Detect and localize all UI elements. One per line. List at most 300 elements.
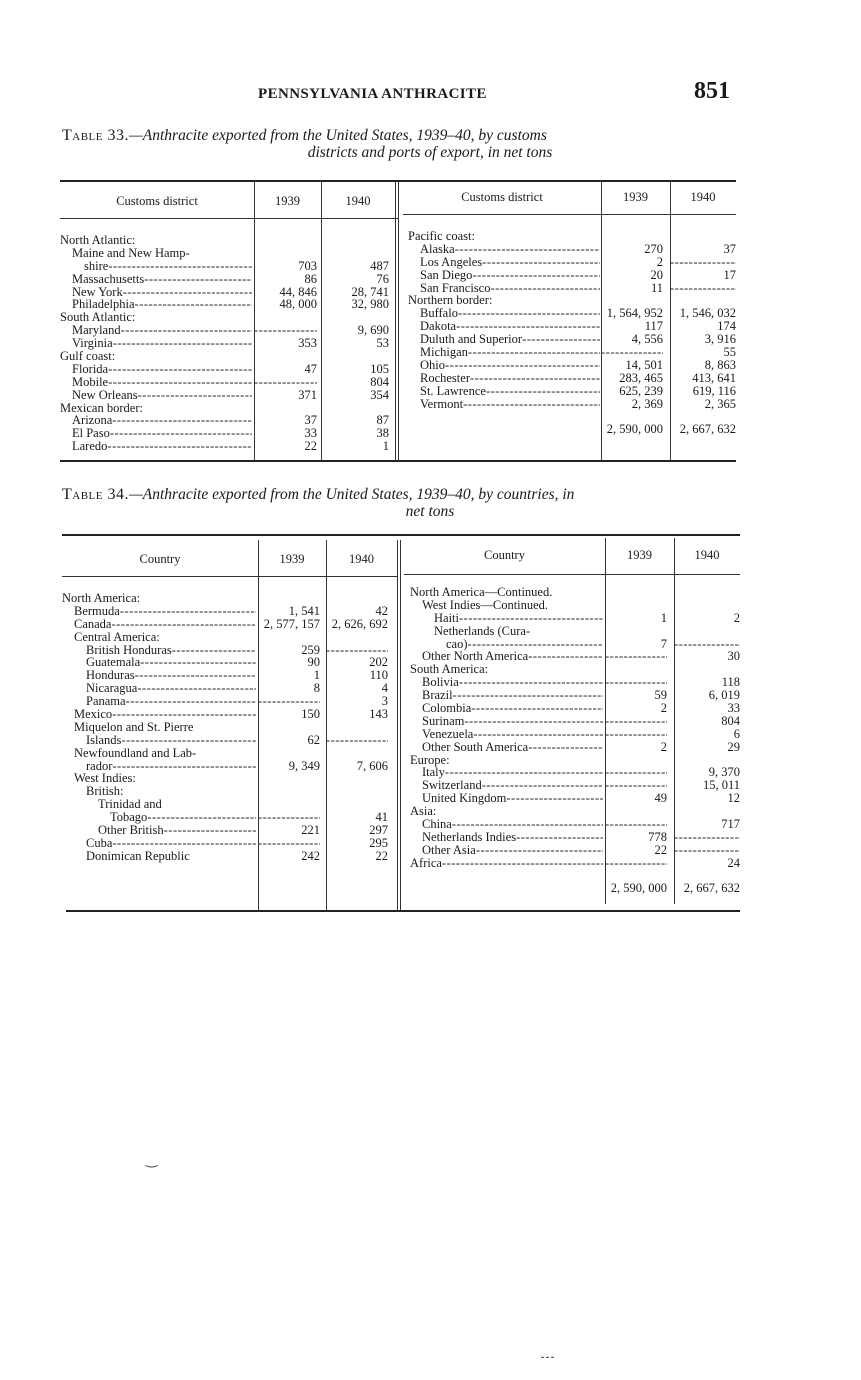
row-label — [62, 592, 256, 605]
row-label — [86, 644, 256, 657]
row-label — [422, 676, 603, 689]
table-row — [62, 708, 397, 721]
table-row — [410, 625, 740, 638]
value-1939: 625, 239 — [619, 383, 663, 398]
leader-dots — [471, 702, 603, 715]
table-row — [60, 286, 395, 299]
leader-dots — [112, 760, 256, 773]
row-label-text: Netherlands (Cura- — [434, 624, 531, 638]
row-label — [72, 363, 252, 376]
row-label — [420, 320, 600, 333]
value-1939: 221 — [301, 823, 320, 838]
row-label-text: Mobile — [72, 375, 109, 389]
value-1939: 1 — [660, 610, 667, 625]
value-1940: 3, 916 — [704, 332, 736, 347]
value-1940: 105 — [370, 361, 389, 376]
leader-dots — [113, 337, 252, 350]
value-1939: 353 — [298, 336, 317, 351]
table-row — [410, 715, 740, 728]
table33-header-rule — [60, 218, 254, 219]
table-row — [410, 741, 740, 754]
row-label-text: Venezuela — [422, 727, 474, 741]
value-1939: 14, 501 — [625, 357, 663, 372]
leader-dots — [458, 307, 600, 320]
row-label-text: Italy — [422, 766, 445, 780]
value-1940: 118 — [721, 675, 740, 690]
value-1940: 413, 641 — [692, 370, 736, 385]
table34-header-1939: 1939 — [279, 552, 305, 566]
leader-dots — [470, 372, 600, 385]
row-label-text: Other British — [98, 824, 164, 838]
row-label — [74, 708, 256, 721]
table34-top-rule — [62, 534, 740, 536]
row-label — [74, 618, 256, 631]
row-label-text: Florida — [72, 362, 109, 376]
value-1939: 703 — [298, 258, 317, 273]
row-label — [86, 785, 256, 798]
row-label-text: rador — [86, 759, 113, 773]
table-row — [410, 689, 740, 702]
row-label-text: Cuba — [86, 836, 113, 850]
value-1939: 9, 349 — [288, 758, 320, 773]
value-1940: 76 — [376, 271, 389, 286]
table33-col-double-rule — [395, 181, 399, 460]
value-1940: 804 — [721, 713, 740, 728]
leader-dots — [121, 324, 252, 337]
row-label-text: Haiti — [434, 611, 459, 625]
value-1939: 270 — [644, 241, 663, 256]
row-label-text: Maine and New Hamp- — [72, 246, 190, 260]
leader-dots — [463, 398, 600, 411]
row-label-text: Alaska — [420, 242, 455, 256]
row-label-text: Rochester — [420, 371, 470, 385]
row-label-text: South America: — [410, 663, 489, 677]
value-1940: 15, 011 — [702, 778, 740, 793]
table-row — [62, 772, 397, 785]
table34-col-double-rule — [397, 540, 401, 910]
row-label-text: Buffalo — [420, 307, 458, 321]
table-row — [62, 850, 397, 863]
row-label-text: Dakota — [420, 320, 457, 334]
row-label — [84, 260, 252, 273]
row-label — [74, 721, 256, 734]
row-label-text: New York — [72, 285, 123, 299]
row-label-text: Other Asia — [422, 843, 476, 857]
table34-header-rule — [258, 576, 398, 577]
table33-header-district-right: Customs district — [461, 190, 543, 204]
row-label-text: Philadelphia — [72, 298, 135, 312]
table34-title-line1: —Anthracite exported from the United States, 1939–40, by countries, in — [129, 486, 575, 503]
row-label-text: Newfoundland and Lab- — [74, 746, 197, 760]
table-row — [60, 260, 395, 273]
table-row — [410, 586, 740, 599]
table34-header-rule — [404, 574, 740, 575]
row-label — [410, 857, 603, 870]
table-row — [62, 669, 397, 682]
row-label-text: El Paso — [72, 427, 110, 441]
running-title: PENNSYLVANIA ANTHRACITE — [258, 86, 487, 102]
leader-dots — [522, 333, 600, 346]
row-label-text: cao) — [446, 637, 468, 651]
table-row — [60, 440, 395, 453]
leader-dots — [112, 414, 252, 427]
table-row — [62, 656, 397, 669]
value-1940: 87 — [376, 413, 389, 428]
row-label — [72, 247, 252, 260]
row-label-text: Honduras — [86, 669, 135, 683]
row-label-text: Brazil — [422, 689, 453, 703]
table34-header-rule — [62, 576, 258, 577]
row-label — [420, 256, 600, 269]
value-1940: 38 — [376, 426, 389, 441]
leader-dots — [144, 273, 252, 286]
leader-dots — [516, 831, 603, 844]
leader-dots — [108, 260, 252, 273]
leader-dots — [456, 320, 600, 333]
row-label-text: United Kingdom — [422, 792, 507, 806]
row-label — [72, 273, 252, 286]
row-label-text: Netherlands Indies — [422, 830, 517, 844]
row-label-text: Vermont — [420, 397, 464, 411]
leader-dots — [468, 346, 600, 359]
table34-caption — [62, 486, 738, 520]
table34-left-rows — [62, 592, 397, 863]
row-label-text: Bolivia — [422, 676, 459, 690]
leader-dots — [140, 656, 256, 669]
leader-dots — [482, 256, 600, 269]
value-1939: 62 — [307, 732, 320, 747]
value-1939: 7 — [660, 636, 667, 651]
value-1940: 55 — [723, 345, 736, 360]
leader-dots — [111, 618, 256, 631]
leader-dots — [464, 715, 603, 728]
row-label-text: Bermuda — [74, 604, 120, 618]
value-1939-empty — [258, 837, 320, 850]
value-1939-empty — [605, 857, 667, 870]
table-row — [410, 792, 740, 805]
table-row — [60, 324, 395, 337]
row-label — [72, 324, 252, 337]
value-1940: 1, 546, 032 — [679, 306, 736, 321]
row-label — [110, 811, 256, 824]
leader-dots — [472, 269, 600, 282]
table-row — [408, 359, 738, 372]
value-1940: 1 — [382, 439, 389, 454]
value-1939: 150 — [301, 707, 320, 722]
row-label — [434, 625, 603, 638]
value-1939: 49 — [654, 791, 667, 806]
value-1940: 2, 365 — [704, 396, 736, 411]
leader-dots — [172, 644, 256, 657]
table-row — [60, 402, 395, 415]
row-label — [434, 612, 603, 625]
table-row — [408, 333, 738, 346]
leader-dots — [442, 857, 603, 870]
table33-header-district: Customs district — [116, 194, 198, 208]
leader-dots — [107, 440, 252, 453]
value-1940: 30 — [727, 649, 740, 664]
value-1939: 2, 577, 157 — [263, 616, 320, 631]
row-label-text: Maryland — [72, 324, 121, 338]
table33-header-rule — [254, 218, 398, 219]
leader-dots — [476, 844, 603, 857]
value-1940: 110 — [369, 668, 388, 683]
value-1940: 2, 626, 692 — [331, 616, 388, 631]
value-1939: 117 — [644, 319, 663, 334]
value-1939: 8 — [313, 681, 320, 696]
row-label — [420, 282, 600, 295]
row-label-text: Mexican border: — [60, 401, 143, 415]
leader-dots — [120, 605, 256, 618]
table-row — [408, 282, 738, 295]
table-row — [408, 320, 738, 333]
table-row — [60, 337, 395, 350]
table-row — [410, 882, 740, 895]
value-1940: 41 — [375, 810, 388, 825]
leader-dots — [455, 243, 600, 256]
table-row — [410, 676, 740, 689]
leader-dots — [112, 708, 256, 721]
table34-header-1940: 1940 — [349, 552, 374, 566]
value-1940: 9, 370 — [708, 765, 740, 780]
row-label — [422, 599, 603, 612]
row-label — [446, 638, 603, 651]
value-1939: 2, 369 — [631, 396, 663, 411]
table-row — [408, 398, 738, 411]
value-1940: 6 — [733, 726, 740, 741]
value-1939: 4, 556 — [631, 332, 663, 347]
value-1939: 1, 541 — [288, 603, 320, 618]
value-1939: 44, 846 — [279, 284, 317, 299]
row-label — [422, 741, 603, 754]
leader-dots — [453, 689, 603, 702]
row-label — [86, 760, 256, 773]
value-1939: 47 — [304, 361, 317, 376]
value-1939: 259 — [301, 642, 320, 657]
table34-header-1939-right: 1939 — [627, 548, 652, 562]
leader-dots — [138, 389, 252, 402]
table-row — [410, 844, 740, 857]
row-label — [86, 837, 256, 850]
row-label — [98, 798, 256, 811]
value-1940-empty — [670, 282, 736, 295]
row-label-text: St. Lawrence — [420, 384, 486, 398]
leader-dots — [108, 363, 252, 376]
table-row — [62, 605, 397, 618]
row-label — [72, 298, 252, 311]
table-row — [60, 298, 395, 311]
table-row — [62, 695, 397, 708]
row-label — [422, 689, 603, 702]
table-row — [60, 427, 395, 440]
value-1939: 242 — [301, 848, 320, 863]
row-label — [410, 805, 603, 818]
row-label-text: Panama — [86, 695, 126, 709]
table-row — [410, 612, 740, 625]
row-label-text: Trinidad and — [98, 798, 162, 812]
table-row — [62, 785, 397, 798]
table-row — [60, 273, 395, 286]
leader-dots — [112, 837, 256, 850]
table33-header-1940-right: 1940 — [690, 190, 716, 204]
row-label-text: South Atlantic: — [60, 311, 136, 325]
table33-right-rows — [408, 230, 738, 436]
table-row — [62, 618, 397, 631]
row-label-text: Africa — [410, 856, 442, 870]
row-label-text: shire — [84, 259, 109, 273]
table-row — [410, 702, 740, 715]
table34-header-country: Country — [139, 552, 181, 566]
table-row — [62, 682, 397, 695]
row-label — [60, 350, 252, 363]
table-row — [60, 363, 395, 376]
row-label-text: Guatemala — [86, 656, 141, 670]
leader-dots — [482, 779, 603, 792]
value-1940: 33 — [727, 701, 740, 716]
table-row — [62, 837, 397, 850]
table-row — [60, 350, 395, 363]
row-label-text: Arizona — [72, 414, 113, 428]
row-label-text: San Diego — [420, 268, 473, 282]
row-label — [420, 372, 600, 385]
row-label-text: Los Angeles — [420, 255, 483, 269]
row-label-text: British: — [86, 785, 124, 799]
leader-dots — [445, 766, 603, 779]
table33-caption — [62, 127, 738, 161]
table-row — [410, 638, 740, 651]
leader-dots — [123, 286, 252, 299]
value-1939: 1, 564, 952 — [606, 306, 663, 321]
value-1939: 48, 000 — [279, 297, 317, 312]
value-1940: 202 — [369, 655, 388, 670]
leader-dots — [121, 734, 256, 747]
table34-right-rows — [410, 586, 740, 895]
value-1939: 2 — [660, 739, 667, 754]
value-1940: 619, 116 — [692, 383, 736, 398]
value-1940: 295 — [369, 835, 388, 850]
row-label — [410, 754, 603, 767]
value-1940: 22 — [375, 848, 388, 863]
value-1940: 29 — [727, 739, 740, 754]
row-label — [74, 605, 256, 618]
leader-dots — [528, 650, 603, 663]
value-1940: 7, 606 — [356, 758, 388, 773]
row-label-text: Northern border: — [408, 294, 493, 308]
table-row — [410, 779, 740, 792]
leader-dots — [459, 676, 603, 689]
leader-dots — [506, 792, 603, 805]
table33-bottom-rule — [60, 460, 736, 462]
table33-left-rows — [60, 234, 395, 453]
value-1940: 2, 667, 632 — [683, 881, 740, 896]
row-label — [72, 337, 252, 350]
row-label — [408, 294, 600, 307]
table-row — [60, 311, 395, 324]
row-label — [98, 824, 256, 837]
value-1939: 2 — [660, 701, 667, 716]
row-label — [422, 702, 603, 715]
table-row — [62, 824, 397, 837]
value-1940: 32, 980 — [351, 297, 389, 312]
value-1940: 28, 741 — [351, 284, 389, 299]
row-label-text: Central America: — [74, 630, 160, 644]
value-1940: 143 — [369, 707, 388, 722]
table-row — [60, 376, 395, 389]
table-row — [410, 805, 740, 818]
table-row — [410, 663, 740, 676]
value-1939-empty — [605, 715, 667, 728]
running-head — [0, 78, 861, 108]
row-label-text: Tobago — [110, 811, 148, 825]
row-label-text: Colombia — [422, 702, 472, 716]
row-label — [422, 779, 603, 792]
table34-label: Table 34. — [62, 486, 129, 503]
value-1939: 22 — [654, 842, 667, 857]
value-1940: 37 — [723, 241, 736, 256]
row-label — [422, 844, 603, 857]
row-label-text: Canada — [74, 617, 112, 631]
value-1940: 717 — [721, 817, 740, 832]
table-row — [62, 760, 397, 773]
value-1940: 9, 690 — [357, 323, 389, 338]
row-label — [60, 402, 252, 415]
value-1940: 354 — [370, 387, 389, 402]
leader-dots — [490, 282, 600, 295]
row-label-text: Asia: — [410, 805, 437, 819]
table34-title-line2: net tons — [405, 503, 455, 520]
row-label — [420, 243, 600, 256]
row-label — [422, 715, 603, 728]
leader-dots — [110, 427, 252, 440]
value-1939: 37 — [304, 413, 317, 428]
value-1940: 8, 863 — [704, 357, 736, 372]
row-label — [86, 850, 256, 863]
row-label — [86, 669, 256, 682]
row-label — [72, 427, 252, 440]
value-1939: 2 — [656, 254, 663, 269]
value-1940: 12 — [727, 791, 740, 806]
value-1940-empty — [674, 844, 740, 857]
value-1939: 283, 465 — [619, 370, 663, 385]
row-label — [408, 230, 600, 243]
table-row — [410, 831, 740, 844]
row-label — [72, 286, 252, 299]
value-1940-empty — [674, 831, 740, 844]
table-row — [410, 599, 740, 612]
row-label-text: Massachusetts — [72, 272, 145, 286]
leader-dots — [135, 298, 253, 311]
leader-dots — [126, 695, 256, 708]
value-1939: 2, 590, 000 — [610, 881, 667, 896]
row-label — [420, 346, 600, 359]
leader-dots — [137, 682, 256, 695]
row-label — [72, 414, 252, 427]
row-label-text: Gulf coast: — [60, 350, 116, 364]
leader-dots — [135, 669, 256, 682]
table-row — [60, 234, 395, 247]
value-1939-empty — [605, 728, 667, 741]
leader-dots — [473, 728, 603, 741]
row-label-text: China — [422, 818, 452, 832]
table-row — [60, 389, 395, 402]
table34-header-country-right: Country — [484, 548, 525, 562]
table-row — [62, 798, 397, 811]
row-label — [72, 389, 252, 402]
value-1940: 6, 019 — [708, 688, 740, 703]
value-1940: 24 — [727, 855, 740, 870]
value-1939: 11 — [650, 280, 663, 295]
value-1940: 2 — [733, 610, 740, 625]
